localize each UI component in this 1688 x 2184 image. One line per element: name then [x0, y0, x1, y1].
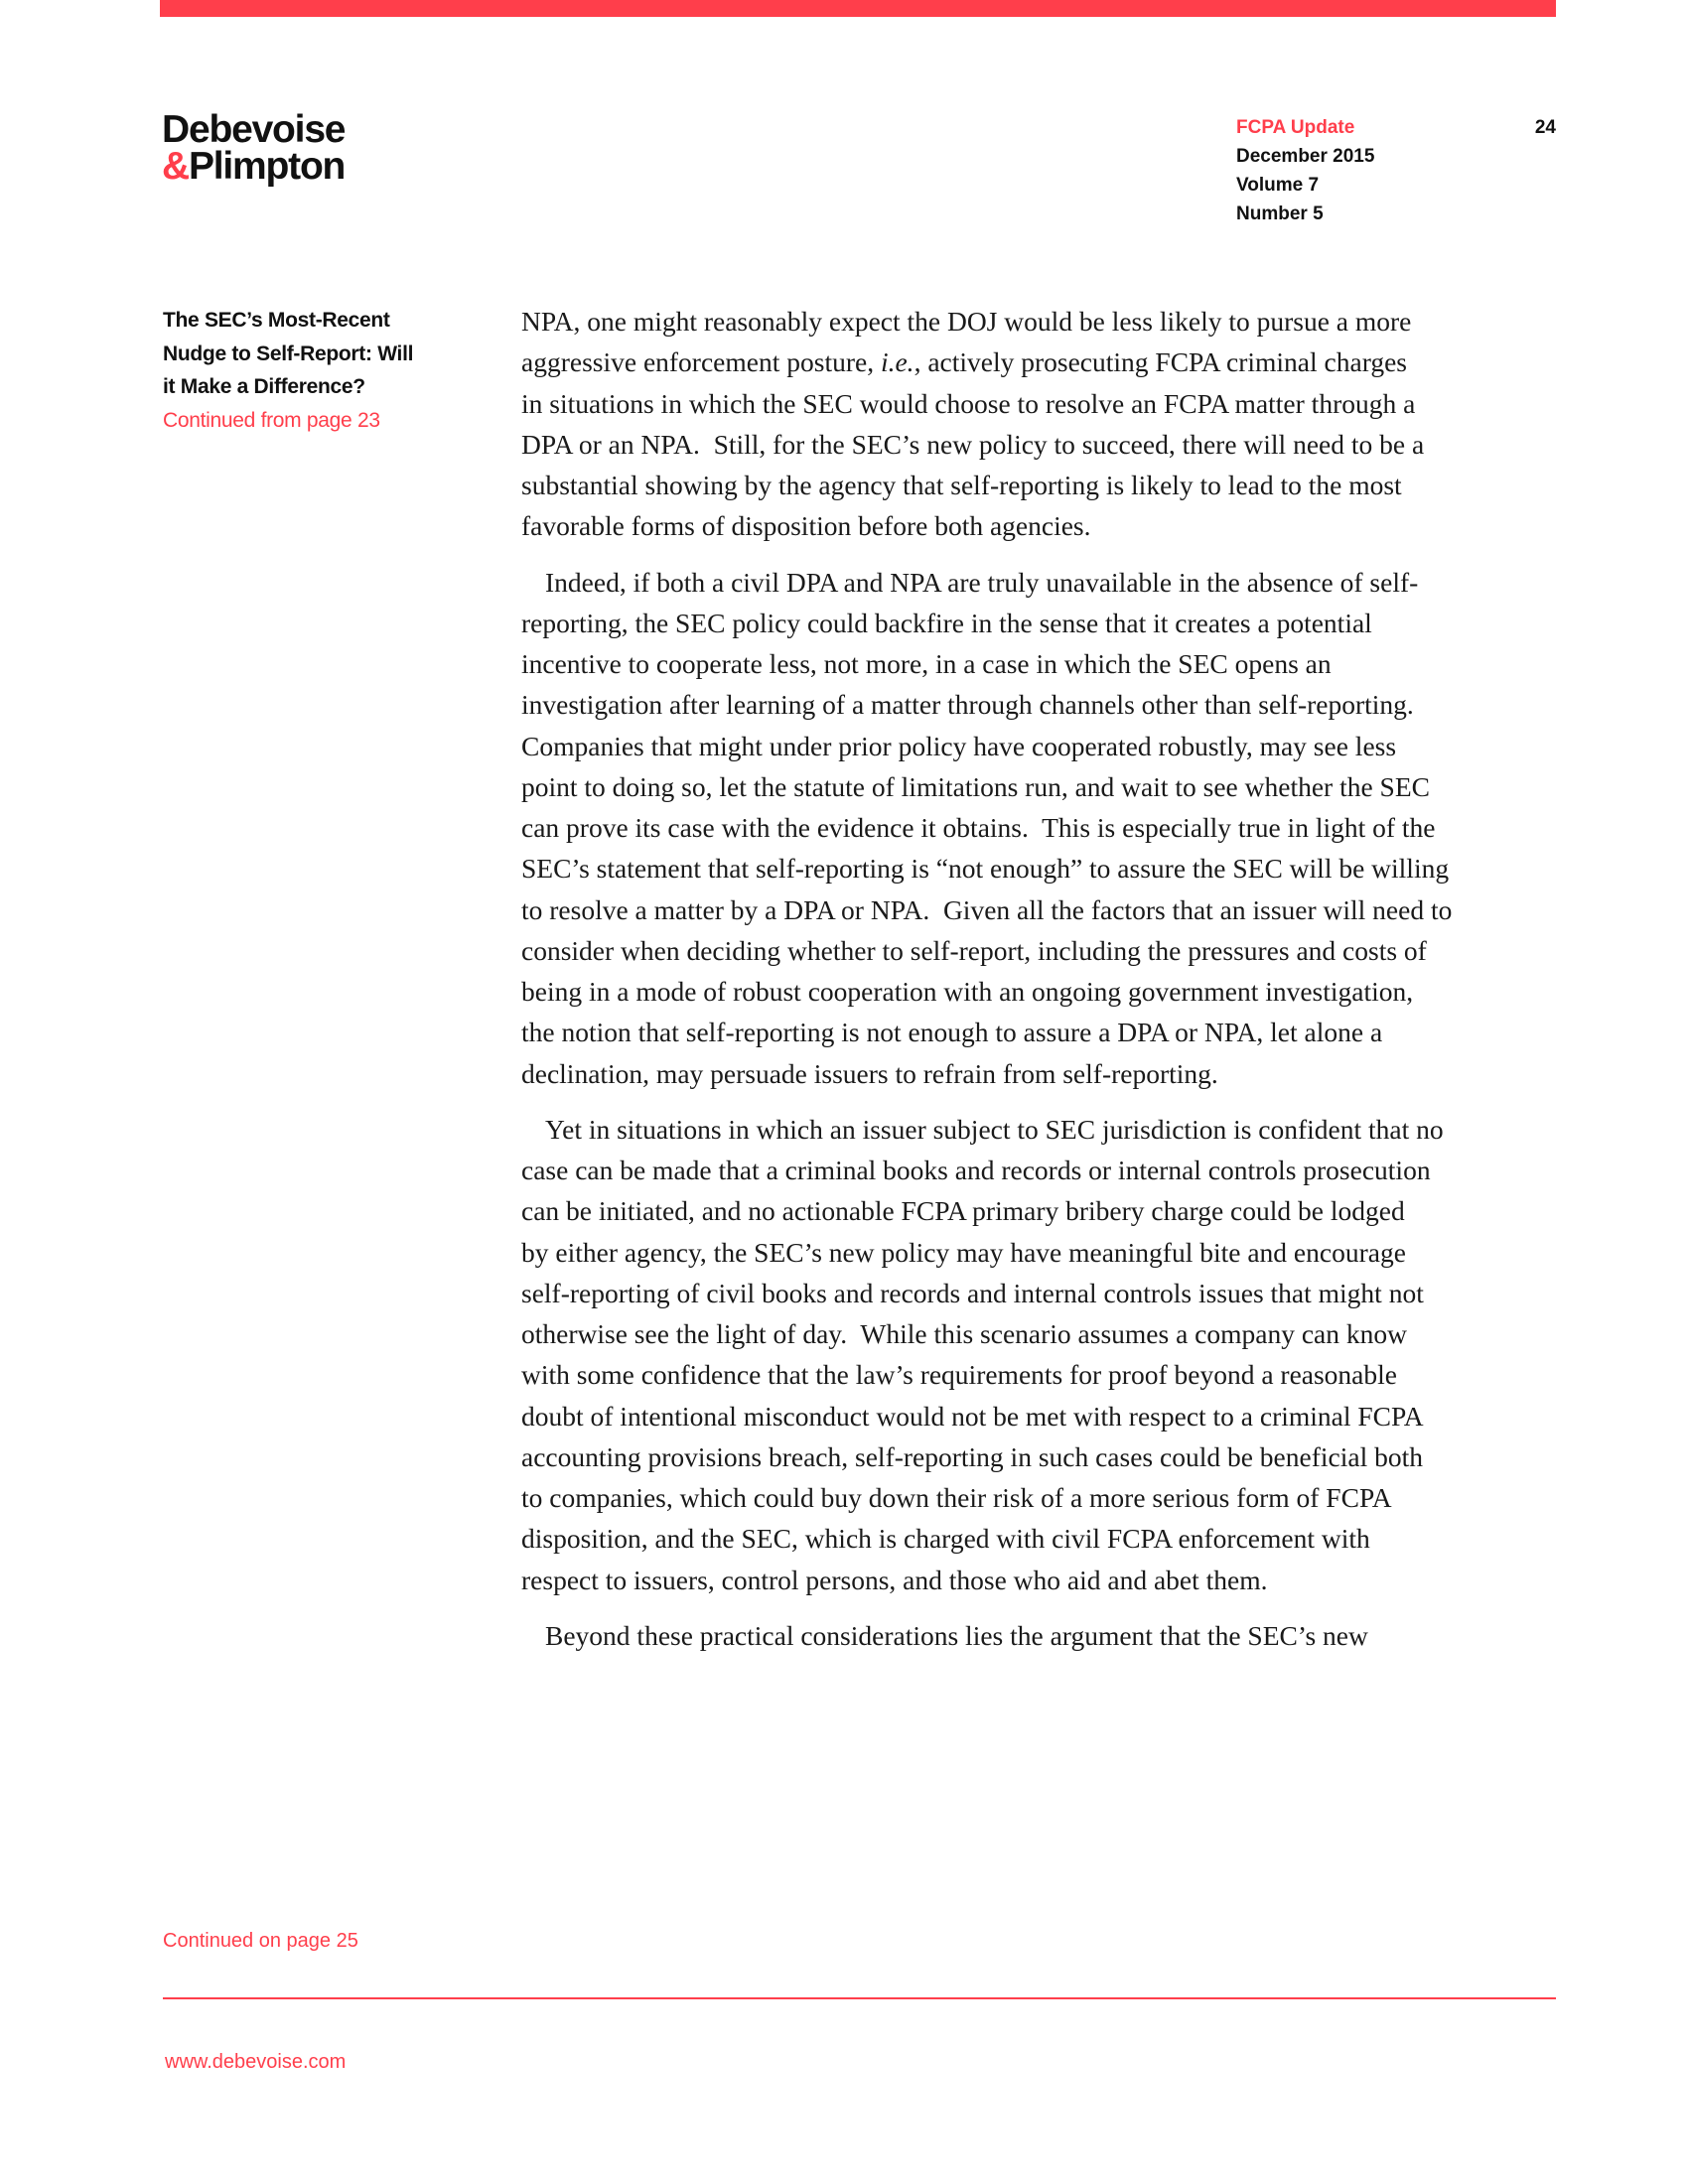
- text-line: by either agency, the SEC’s new policy may have meaningful bite and encourage: [521, 1236, 1406, 1268]
- text-line: with some confidence that the law’s requirements for proof beyond a reasonable: [521, 1359, 1397, 1391]
- publication-title: FCPA Update: [1236, 117, 1355, 138]
- debevoise-logo: [162, 108, 346, 188]
- text-segment: , actively prosecuting FCPA criminal charges: [914, 346, 1408, 378]
- text-line: NPA, one might reasonably expect the DOJ would be less likely to pursue a more: [521, 306, 1412, 337]
- article-title-line: it Make a Difference?: [163, 375, 365, 398]
- issue-date: December 2015: [1236, 146, 1375, 167]
- continued-from-link[interactable]: Continued from page 23: [163, 408, 380, 432]
- text-segment: aggressive enforcement posture,: [521, 346, 881, 378]
- logo-line-2: Plimpton: [188, 145, 346, 188]
- continued-on-link[interactable]: Continued on page 25: [163, 1930, 358, 1952]
- footer-divider: [163, 1997, 1556, 1999]
- issue-volume: Volume 7: [1236, 175, 1320, 196]
- text-line: Beyond these practical considerations lies the argument that the SEC’s new: [545, 1619, 1368, 1651]
- text-line: [521, 341, 1564, 382]
- text-line: in situations in which the SEC would choose to resolve an FCPA matter through a: [521, 387, 1416, 419]
- page-number: 24: [1534, 117, 1556, 138]
- article-sidebar: [163, 304, 461, 437]
- article-title-line: Nudge to Self-Report: Will: [163, 341, 414, 365]
- text-line: to companies, which could buy down their risk of a more serious form of FCPA: [521, 1482, 1392, 1513]
- text-line: otherwise see the light of day. While this scenario assumes a company can know: [521, 1318, 1407, 1349]
- text-line: substantial showing by the agency that self-reporting is likely to lead to the most: [521, 470, 1402, 500]
- text-line: point to doing so, let the statute of limitations run, and wait to see whether the SEC: [521, 770, 1430, 802]
- text-line: DPA or an NPA. Still, for the SEC’s new policy to succeed, there will need to be a: [521, 428, 1425, 460]
- text-line: doubt of intentional misconduct would not be met with respect to a criminal FCPA: [521, 1400, 1424, 1432]
- text-line: being in a mode of robust cooperation with an ongoing government investigation,: [521, 976, 1414, 1007]
- text-line: investigation after learning of a matter through channels other than self-reporting.: [521, 689, 1414, 721]
- logo-line-1: Debevoise: [162, 108, 346, 151]
- text-line: disposition, and the SEC, which is charged with civil FCPA enforcement with: [521, 1523, 1370, 1555]
- text-line: Yet in situations in which an issuer subject to SEC jurisdiction is confident that no: [545, 1113, 1444, 1145]
- text-line: case can be made that a criminal books and records or internal controls prosecution: [521, 1155, 1431, 1185]
- paragraph: [521, 1615, 1564, 1656]
- top-accent-bar: [160, 0, 1556, 17]
- logo-ampersand: &: [162, 145, 189, 188]
- italic-text: i.e.: [880, 346, 914, 378]
- text-line: can prove its case with the evidence it obtains. This is especially true in light of the: [521, 812, 1436, 843]
- website-link[interactable]: www.debevoise.com: [165, 2051, 347, 2073]
- text-line: incentive to cooperate less, not more, in a case in which the SEC opens an: [521, 648, 1332, 679]
- paragraph: [521, 562, 1564, 1094]
- article-body: [521, 301, 1564, 1671]
- text-line: reporting, the SEC policy could backfire in the sense that it creates a potential: [521, 607, 1372, 638]
- paragraph: [521, 301, 1564, 547]
- text-line: can be initiated, and no actionable FCPA primary bribery charge could be lodged: [521, 1195, 1405, 1227]
- text-line: accounting provisions breach, self-reporting in such cases could be beneficial both: [521, 1440, 1423, 1472]
- text-line: the notion that self-reporting is not enough to assure a DPA or NPA, let alone a: [521, 1017, 1383, 1048]
- paragraph: [521, 1109, 1564, 1600]
- text-line: declination, may persuade issuers to refrain from self-reporting.: [521, 1057, 1218, 1089]
- text-line: SEC’s statement that self-reporting is “not enough” to assure the SEC will be willing: [521, 853, 1450, 885]
- text-line: consider when deciding whether to self-report, including the pressures and costs of: [521, 934, 1427, 966]
- text-line: Indeed, if both a civil DPA and NPA are truly unavailable in the absence of self-: [545, 566, 1419, 598]
- text-line: to resolve a matter by a DPA or NPA. Given all the factors that an issuer will need to: [521, 893, 1453, 925]
- publication-info: [1236, 113, 1374, 228]
- text-line: self-reporting of civil books and records and internal controls issues that might not: [521, 1277, 1424, 1308]
- text-line: respect to issuers, control persons, and those who aid and abet them.: [521, 1564, 1268, 1595]
- article-title-line: The SEC’s Most-Recent: [163, 309, 390, 332]
- text-line: favorable forms of disposition before both agencies.: [521, 510, 1091, 542]
- issue-number: Number 5: [1236, 204, 1324, 224]
- text-line: Companies that might under prior policy have cooperated robustly, may see less: [521, 730, 1397, 761]
